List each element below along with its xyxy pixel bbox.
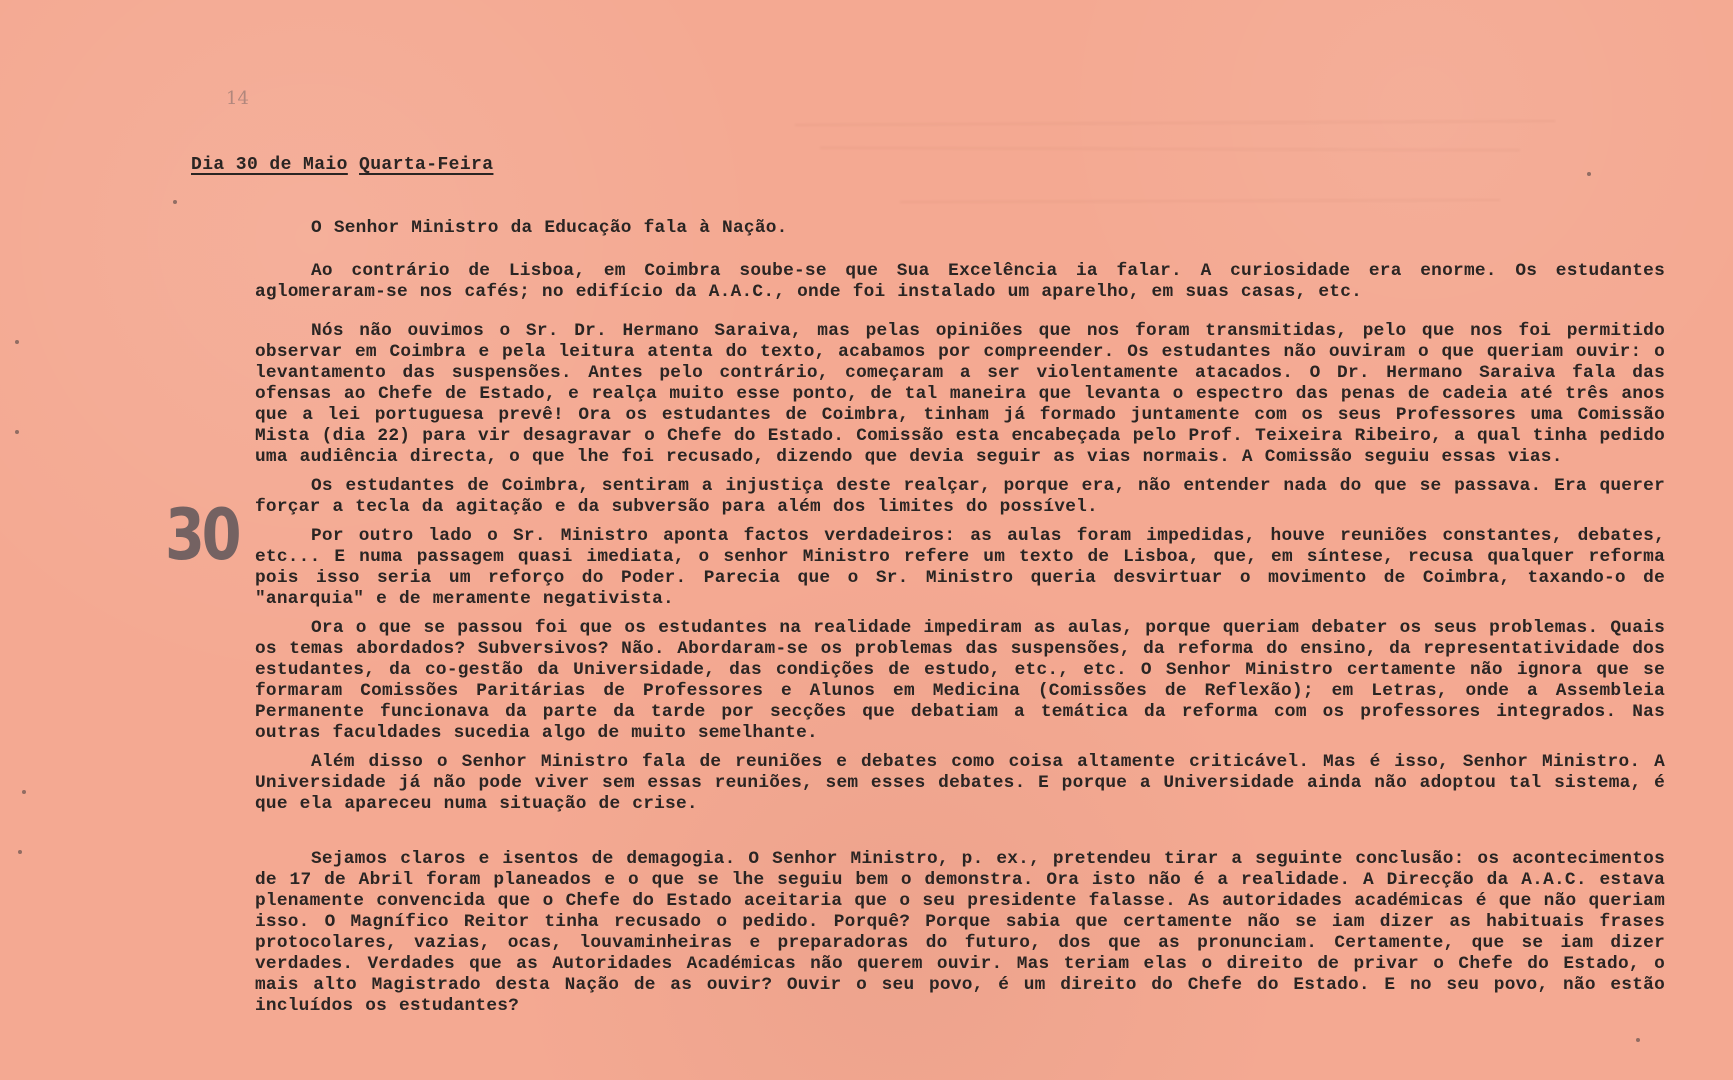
paragraph-7: Sejamos claros e isentos de demagogia. O Senhor Ministro, p. ex., pretendeu tirar a seguinte conclusão: os acontecimentos de 17 de Abril foram planeados e o que se lhe seguiu bem o demonstra. Ora isto não é a realidade. A Direcção da A.A.C. estava plenamente convencida que o Chefe do Estado aceitaria que o seu presidente falasse. As autoridades académicas é que não queriam isso. O Magnífico Reitor tinha recusado o pedido. Porquê? Porque sabia que certamente não se iam dizer as habituais frases protocolares, vazias, ocas, louvaminheiras e preparadoras do futuro, dos que as pronunciam. Certamente, que se iam dizer verdades. Verdades que as Autoridades Académicas não querem ouvir. Mas teriam elas o direito de privar o Chefe do Estado, o mais alto Magistrado desta Nação de as ouvir? Ouvir o seu povo, é um direito do Chefe do Estado. E no seu povo, não estão incluídos os estudantes? — [255, 849, 1665, 1016]
document-title: O Senhor Ministro da Educação fala à Nação. — [311, 218, 788, 238]
paragraph-6: Além disso o Senhor Ministro fala de reuniões e debates como coisa altamente criticável. Mas é isso, Senhor Ministro. A Universidade já não pode viver sem essas reuniões, sem esses debates. E porque a Universidade ainda não adoptou tal sistema, é que ela apareceu numa situação de crise. — [255, 752, 1665, 814]
date-heading-part-1: Dia 30 de Maio — [191, 155, 348, 175]
paper-bleed-line — [820, 147, 1520, 151]
paragraph-4: Por outro lado o Sr. Ministro aponta factos verdadeiros: as aulas foram impedidas, houve reuniões constantes, debates, etc... E numa passagem quasi imediata, o senhor Ministro refere um texto de Lisboa, que, em síntese, recusa qualquer reforma pois isso seria um reforço do Poder. Parecia que o Sr. Ministro queria desvirtuar o movimento de Coimbra, taxando-o de "anarquia" e de meramente negativista. — [255, 526, 1665, 609]
paragraph-2: Nós não ouvimos o Sr. Dr. Hermano Saraiva, mas pelas opiniões que nos foram transmitidas, pelo que nos foi permitido observar em Coimbra e pela leitura atenta do texto, acabamos por compreender. Os estudantes não ouviram o que queriam ouvir: o levantamento das suspensões. Antes pelo contrário, começaram a ser violentamente atacados. O Dr. Hermano Saraiva fala das ofensas ao Chefe de Estado, e realça muito esse ponto, de tal maneira que levanta o espectro das penas de cadeia até três anos que a lei portuguesa prevê! Ora os estudantes de Coimbra, tinham já formado juntamente com os seus Professores uma Comissão Mista (dia 22) para vir desagravar o Chefe do Estado. Comissão esta encabeçada pelo Prof. Teixeira Ribeiro, a qual tinha pedido uma audiência directa, o que lhe foi recusado, dizendo que devia seguir as vias normais. A Comissão seguiu essas vias. — [255, 321, 1665, 467]
page-number: 14 — [226, 88, 249, 109]
ink-dot — [1587, 172, 1591, 176]
document-content — [255, 218, 1665, 1017]
ink-dot — [173, 200, 177, 204]
margin-number: 30 — [165, 494, 239, 576]
date-heading — [191, 156, 493, 174]
paragraph-1: Ao contrário de Lisboa, em Coimbra soube-se que Sua Excelência ia falar. A curiosidade era enorme. Os estudantes aglomeraram-se nos cafés; no edifício da A.A.C., onde foi instalado um aparelho, em suas casas, etc. — [255, 261, 1665, 302]
ink-dot — [15, 430, 19, 434]
paragraph-3: Os estudantes de Coimbra, sentiram a injustiça deste realçar, porque era, não entender nada do que se passava. Era querer forçar a tecla da agitação e da subversão para além dos limites do possível. — [255, 476, 1665, 517]
ink-dot — [1636, 1038, 1640, 1042]
paper-bleed-line — [795, 120, 1555, 126]
ink-dot — [15, 340, 19, 344]
date-heading-part-2: Quarta-Feira — [359, 155, 494, 175]
paragraph-5: Ora o que se passou foi que os estudantes na realidade impediram as aulas, porque queriam debater os seus problemas. Quais os temas abordados? Subversivos? Não. Abordaram-se os problemas das suspensões, da reforma do ensino, da representatividade dos estudantes, da co-gestão da Universidade, das condições de estudo, etc., etc. O Senhor Ministro certamente não ignora que se formaram Comissões Paritárias de Professores e Alunos em Medicina (Comissões de Reflexão); em Letras, onde a Assembleia Permanente funcionava da parte da tarde por secções que debatiam a temática da reforma com os professores integrados. Nas outras faculdades sucedia algo de muito semelhante. — [255, 618, 1665, 743]
ink-dot — [18, 850, 22, 854]
paper-bleed-line — [900, 199, 1500, 203]
ink-dot — [22, 790, 26, 794]
